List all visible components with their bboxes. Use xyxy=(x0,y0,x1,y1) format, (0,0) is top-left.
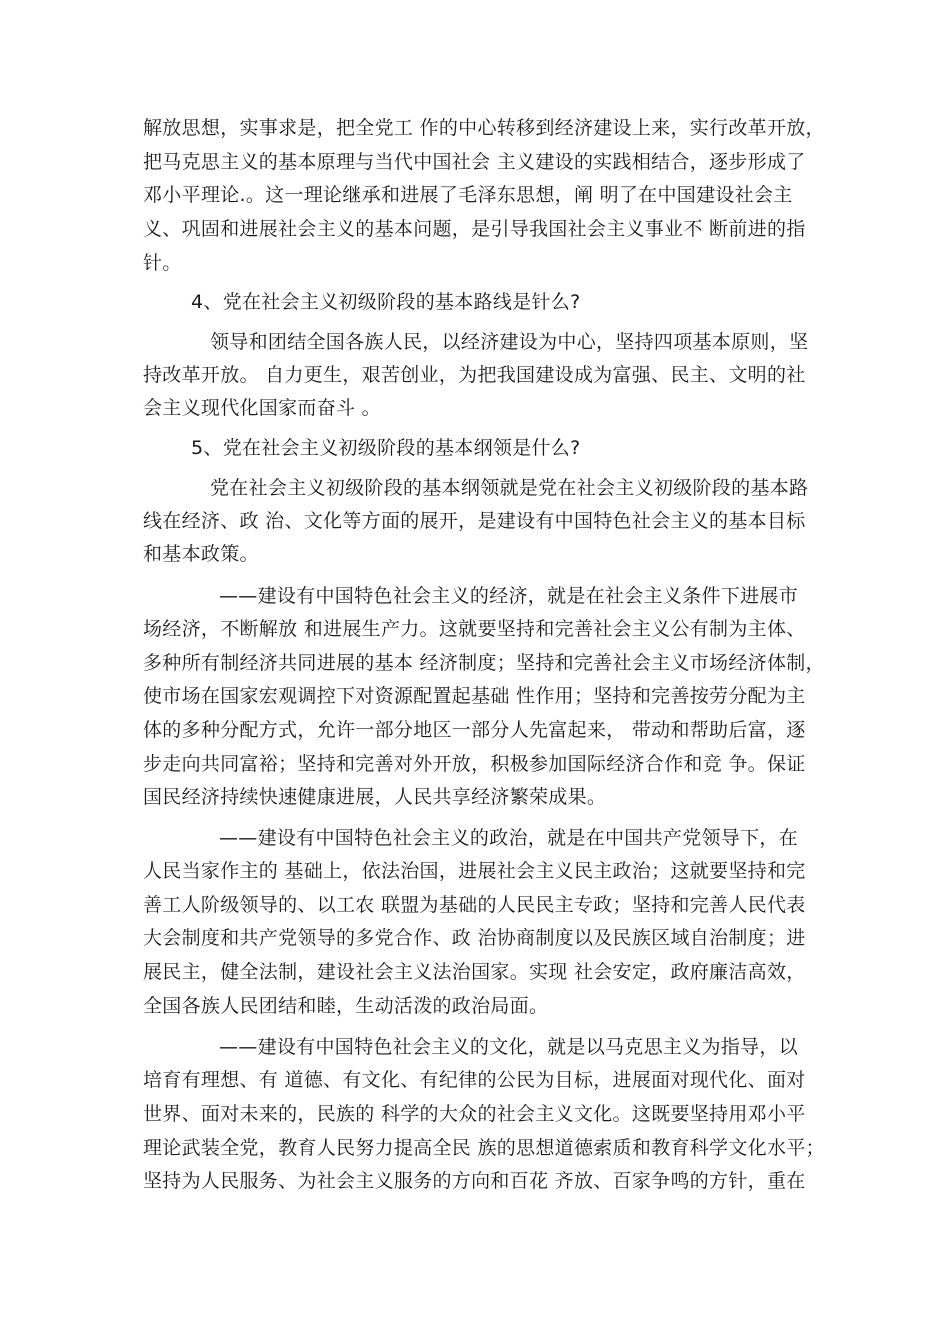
text-line: 体的多种分配方式，允许一部分地区一部分人先富起来， 带动和帮助后富，逐 xyxy=(143,719,806,741)
text-line: 展民主，健全法制，建设社会主义法治国家。实现 社会安定，政府廉洁高效， xyxy=(143,961,806,983)
text-line: 步走向共同富裕；坚持和完善对外开放，积极参加国际经济合作和竞 争。保证 xyxy=(143,753,806,775)
text-line: 持改革开放。 自力更生，艰苦创业，为把我国建设成为富强、民主、文明的社 xyxy=(143,364,806,386)
text-line: 针。 xyxy=(143,252,182,274)
text-line: 全国各族人民团结和睦，生动活泼的政治局面。 xyxy=(143,995,549,1017)
text-line: 国民经济持续快速健康进展，人民共享经济繁荣成果。 xyxy=(143,786,607,808)
text-line: 和基本政策。 xyxy=(143,543,259,565)
text-line: 场经济，不断解放 和进展生产力。这就要坚持和完善社会主义公有制为主体、 xyxy=(143,618,806,640)
text-line: 把马克思主义的基本原理与当代中国社会 主义建设的实践相结合，逐步形成了 xyxy=(143,151,806,173)
question-heading: 4、党在社会主义初级阶段的基本路线是针么? xyxy=(191,291,581,313)
text-line: ——建设有中国特色社会主义的文化，就是以马克思主义为指导，以 xyxy=(219,1036,799,1058)
text-line: 培育有理想、有 道德、有文化、有纪律的公民为目标，进展面对现代化、面对 xyxy=(143,1069,806,1091)
text-line: 世界、面对未来的，民族的 科学的大众的社会主义文化。这既要坚持用邓小平 xyxy=(143,1103,806,1125)
text-line: 坚持为人民服务、为社会主义服务的方向和百花 齐放、百家争鸣的方针，重在 xyxy=(143,1170,806,1192)
text-line: 线在经济、政 治、文化等方面的展开，是建设有中国特色社会主义的基本目标 xyxy=(143,510,806,532)
text-line: 善工人阶级领导的、以工农 联盟为基础的人民民主专政；坚持和完善人民代表 xyxy=(143,894,806,916)
text-line: 领导和团结全国各族人民，以经济建设为中心，坚持四项基本原则，坚 xyxy=(210,331,809,353)
text-line: 党在社会主义初级阶段的基本纲领就是党在社会主义初级阶段的基本路 xyxy=(210,477,809,499)
question-heading: 5、党在社会主义初级阶段的基本纲领是什么? xyxy=(191,437,581,459)
text-line: 义、巩固和进展社会主义的基本问题，是引导我国社会主义事业不 断前进的指 xyxy=(143,218,806,240)
text-line: 人民当家作主的 基础上，依法治国，进展社会主义民主政治；这就要坚持和完 xyxy=(143,860,806,882)
text-line: 大会制度和共产党领导的多党合作、政 治协商制度以及民族区域自治制度；进 xyxy=(143,927,806,949)
text-line: ——建设有中国特色社会主义的经济，就是在社会主义条件下进展市 xyxy=(219,585,799,607)
text-line: ——建设有中国特色社会主义的政治，就是在中国共产党领导下，在 xyxy=(219,827,799,849)
text-line: 多种所有制经济共同进展的基本 经济制度；坚持和完善社会主义市场经济体制， xyxy=(143,652,825,674)
text-line: 理论武装全党，教育人民努力提高全民 族的思想道德索质和教育科学文化水平； xyxy=(143,1137,825,1159)
text-line: 解放思想，实事求是，把全党工 作的中心转移到经济建设上来，实行改革开放， xyxy=(143,117,825,139)
text-line: 会主义现代化国家而奋斗 。 xyxy=(143,397,381,419)
text-line: 邓小平理论.。这一理论继承和进展了毛泽东思想，阐 明了在中国建设社会主 xyxy=(143,184,793,206)
text-line: 使市场在国家宏观调控下对资源配置起基础 性作用；坚持和完善按劳分配为主 xyxy=(143,685,806,707)
